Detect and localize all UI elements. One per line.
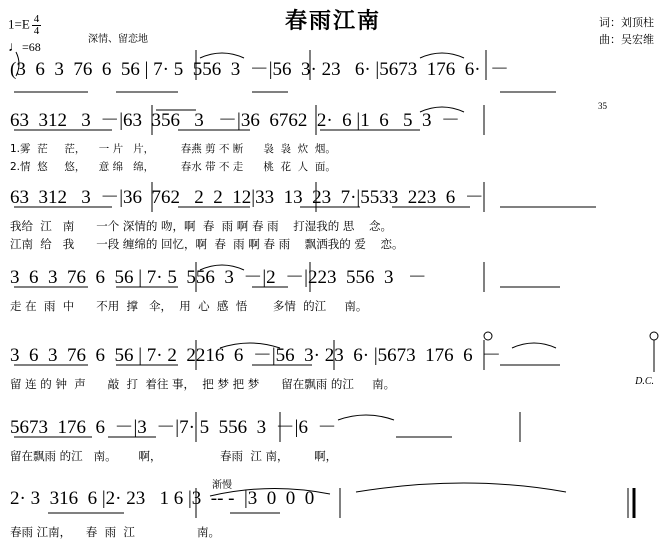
notes-line-2: 63 312 3 －|63 356 3 －|36 6762 2· 6 |1 6 5 3 －	[10, 110, 460, 131]
lyrics-line-5: 留 连 的 钟 声 敲 打 着往 事， 把 梦 把 梦 留在飘雨 的江 南。	[10, 377, 396, 391]
lyrics-line-2a: 1.雾 茫 茫， 一 片 片， 春燕 剪 不 断 袅 袅 炊 烟。	[10, 143, 336, 155]
music-row-4	[0, 262, 666, 314]
music-row-1	[0, 48, 666, 94]
key-signature	[8, 14, 41, 37]
coda-sign-right	[650, 332, 658, 340]
music-row-7	[0, 480, 666, 540]
notes-line-1: (3 6 3 76 6 56 | 7· 5 556 3 －|56 3· 23 6· |5673 176 6· －	[10, 59, 510, 80]
ornament-number: 35	[598, 101, 607, 111]
notes-line-6: 5673 176 6 －|3 －|7· 5 556 3 －|6 －	[10, 417, 337, 438]
lyrics-line-2b: 2.情 悠 悠， 意 绵 绵， 春水 带 不 走 桃 花 人 面。	[10, 161, 336, 173]
notes-line-3: 63 312 3 －|36 762 2 2 12|33 13 23 7·|5533 223 6 －	[10, 187, 484, 208]
da-capo-marking: D.C.	[635, 376, 654, 387]
quarter-note-icon: ♩	[8, 40, 22, 55]
tempo-value: =68	[22, 40, 41, 54]
notes-line-7: 2· 3 316 6 |2· 23 1 6 |3 -- - |3 0 0 0	[10, 488, 315, 509]
composer-credit: 曲：吴宏维	[599, 33, 654, 46]
music-row-2	[0, 101, 666, 173]
ritardando-marking: 渐慢	[212, 480, 232, 491]
page-title: 春雨江南	[284, 9, 381, 34]
lyrics-line-7: 春雨 江南， 春 雨 江 南。	[10, 525, 221, 539]
music-row-3	[0, 182, 666, 251]
notes-line-4: 3 6 3 76 6 56 | 7· 5 556 3 －|2 －|223 556 3 －	[10, 267, 427, 288]
expression-marking: 深情、留恋地	[88, 34, 148, 45]
lyrics-line-3a: 我给 江 南 一个 深情的 吻，啊 春 雨 啊 春 雨 打湿我的 思 念。	[10, 219, 393, 233]
key-label: 1=E	[8, 16, 30, 32]
time-signature-denominator: 4	[33, 25, 40, 37]
lyrics-line-6: 留在飘雨 的江 南。 啊， 春雨 江 南， 啊，	[10, 449, 338, 463]
lyrics-line-3b: 江南 给 我 一段 缠绵的 回忆，啊 春 雨 啊 春 雨 飘洒我的 爱 恋。	[10, 237, 404, 251]
notes-line-5: 3 6 3 76 6 56 | 7· 2 2216 6 －|56 3· 23 6· |5673 176 6 －	[10, 345, 502, 366]
time-signature-numerator: 4	[33, 13, 40, 25]
time-signature	[32, 14, 42, 37]
music-row-6	[0, 412, 666, 464]
lyricist-credit: 词：刘顶柱	[599, 16, 654, 29]
music-row-5	[0, 340, 666, 392]
coda-sign-left	[484, 332, 492, 340]
lyrics-line-4: 走 在 雨 中 不用 撑 伞， 用 心 感 悟 多情 的江 南。	[10, 299, 368, 313]
